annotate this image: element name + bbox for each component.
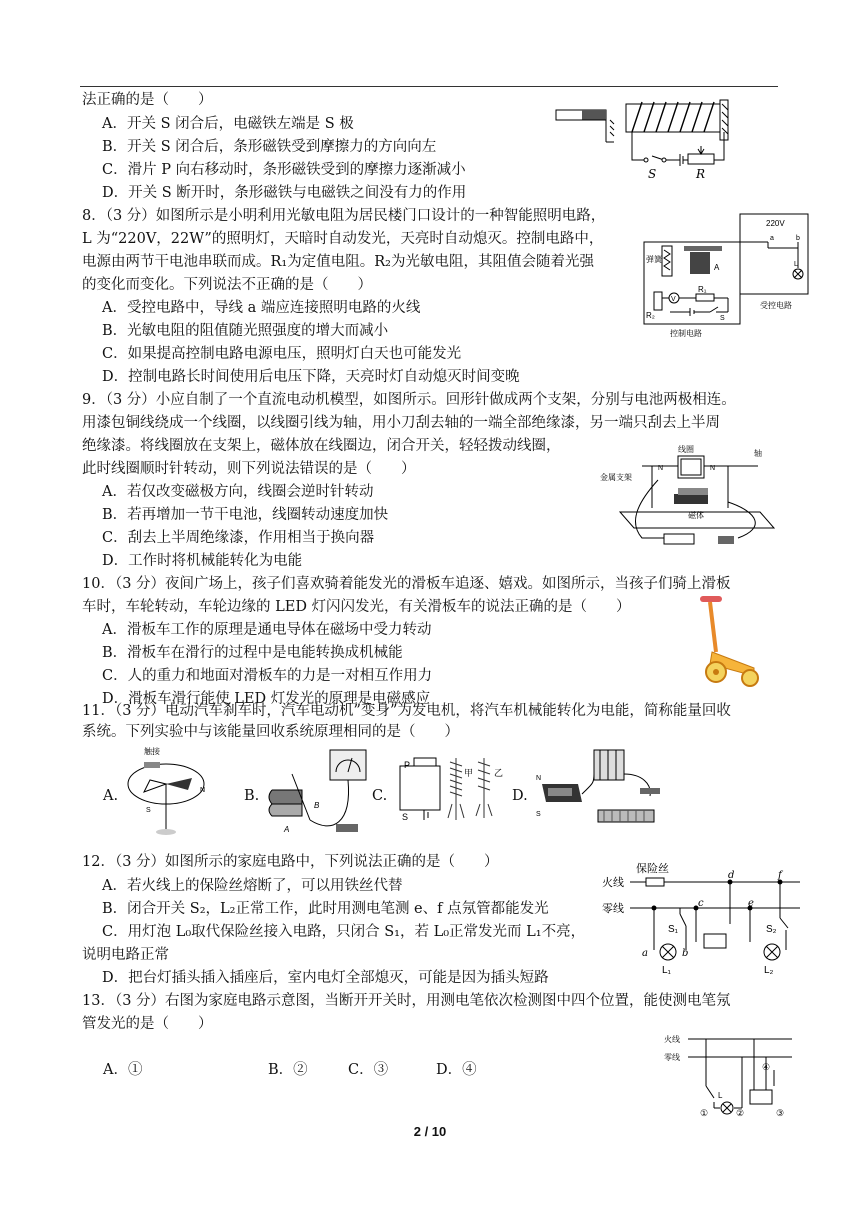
q9-fig-axis: 轴 [754,449,762,458]
q9-fig-magnet: 磁体 [688,511,704,520]
q12-fig-e: e [748,898,754,909]
q8-stem-1: 8．（3 分）如图所示是小明利用光敏电阻为居民楼门口设计的一种智能照明电路， [82,208,606,224]
q8-fig-a: a [770,235,774,242]
q12-option-b[interactable]: B．闭合开关 S₂，L₂正常工作，此时用测电笔测 e、f 点氖管都能发光 [102,901,549,917]
q10-stem-1: 10．（3 分）夜间广场上，孩子们喜欢骑着能发光的滑板车追逐、嬉戏。如图所示，当孩子们骑上滑板 [82,576,731,592]
q9-stem-2: 用漆包铜线绕成一个线圈，以线圈引线为轴，用小刀刮去轴的一端全部绝缘漆，另一端只刮去上半周 [82,415,720,431]
q12-option-c[interactable]: C．用灯泡 L₀取代保险丝接入电路，只闭合 S₁，若 L₀正常发光而 L₁不亮， [102,924,586,940]
q13-fig-3: ③ [776,1109,785,1118]
q8-stem-2: L 为“220V，22W”的照明灯，天暗时自动发光，天亮时自动熄灭。控制电路中， [82,231,604,247]
q11-d-s: S [536,811,541,818]
q12-fig-s2: S₂ [766,924,777,935]
q11-c-p: P [404,760,411,770]
q8-option-d[interactable]: D．控制电路长时间使用后电压下降，天亮时灯自动熄灭时间变晚 [102,369,520,385]
q11-a-n: N [200,787,206,794]
q10-scooter-image [694,592,770,692]
q11-figure-a [122,744,218,840]
q7-fig-s: S [648,167,657,181]
q8-fig-A: A [714,263,720,272]
q10-option-c[interactable]: C．人的重力和地面对滑板车的力是一对相互作用力 [102,668,433,684]
q11-choice-b[interactable]: B. [244,788,260,804]
q8-fig-r1: R₁ [698,285,707,294]
q13-fig-l: L [718,1091,723,1100]
q12-fig-live: 火线 [602,877,624,889]
q11-choice-a[interactable]: A. [103,788,119,804]
svg-text:N: N [710,465,716,472]
q7-stem-tail: 法正确的是（ ） [82,92,213,108]
q12-fig-neutral: 零线 [602,903,624,915]
q9-option-b[interactable]: B．若再增加一节干电池，线圈转动速度加快 [102,507,389,523]
q7-option-a[interactable]: A．开关 S 闭合后，电磁铁左端是 S 极 [102,116,354,132]
q7-fig-r: R [696,167,706,181]
q12-fig-l2: L₂ [764,965,774,976]
q13-stem-1: 13．（3 分）右图为家庭电路示意图，当断开开关时，用测电笔依次检测图中四个位置，能使测电笔氖 [82,993,731,1009]
q11-stem-2: 系统。下列实验中与该能量回收系统原理相同的是（ ） [82,724,459,740]
q10-option-b[interactable]: B．滑板车在滑行的过程中是电能转换成机械能 [102,645,403,661]
q11-figure-c [394,748,506,832]
q13-fig-4: ④ [762,1063,771,1073]
q12-fig-c: c [698,898,704,909]
q12-stem-1: 12．（3 分）如图所示的家庭电路中，下列说法正确的是（ ） [82,854,499,870]
q13-choice-d[interactable]: D．④ [436,1062,477,1078]
q11-choice-d[interactable]: D. [512,788,528,804]
q8-fig-r2: R₂ [646,311,655,320]
q7-option-c[interactable]: C．滑片 P 向右移动时，条形磁铁受到的摩擦力逐渐减小 [102,162,466,178]
q7-option-d[interactable]: D．开关 S 断开时，条形磁铁与电磁铁之间没有力的作用 [102,185,467,201]
q13-choice-a[interactable]: A．① [103,1062,143,1078]
q12-option-d[interactable]: D．把台灯插头插入插座后，室内电灯全部熄灭，可能是因为插头短路 [102,970,549,986]
q9-stem-3: 绝缘漆。将线圈放在支架上，磁体放在线圈边，闭合开关，轻轻拨动线圈， [82,438,561,454]
q11-a-touch: 触接 [144,747,160,756]
q13-stem-2: 管发光的是（ ） [82,1016,213,1032]
q13-choice-b[interactable]: B．② [268,1062,308,1078]
q12-figure [600,858,806,978]
q12-option-a[interactable]: A．若火线上的保险丝熔断了，可以用铁丝代替 [102,878,403,894]
svg-text:S: S [402,812,409,822]
q8-stem-4: 的变化而变化。下列说法不正确的是（ ） [82,277,372,293]
q8-stem-3: 电源由两节干电池串联而成。R₁为定值电阻。R₂为光敏电阻，其阻值会随着光强 [82,254,594,270]
q10-option-a[interactable]: A．滑板车工作的原理是通电导体在磁场中受力转动 [102,622,432,638]
q9-stem-1: 9．（3 分）小应自制了一个直流电动机模型，如图所示。回形针做成两个支架，分别与电池两极相连。 [82,392,736,408]
q11-figure-b [262,744,372,840]
q9-stem-4: 此时线圈顺时针转动，则下列说法错误的是（ ） [82,461,416,477]
q13-fig-1: ① [700,1109,709,1118]
q12-fig-a: a [642,948,648,959]
q9-option-c[interactable]: C．刮去上半周绝缘漆，作用相当于换向器 [102,530,375,546]
q9-option-d[interactable]: D．工作时将机械能转化为电能 [102,553,303,569]
q11-b-b: B [314,801,320,810]
q8-figure [640,212,812,340]
q8-option-a[interactable]: A．受控电路中，导线 a 端应连接照明电路的火线 [102,300,421,316]
q8-fig-ctrl: 控制电路 [670,329,702,338]
q13-figure [662,1030,796,1118]
q8-fig-spring: 弹簧 [646,255,662,264]
q8-option-c[interactable]: C．如果提高控制电路电源电压，照明灯白天也可能发光 [102,346,462,362]
svg-text:N: N [658,465,664,472]
q12-fig-l1: L₁ [662,965,671,976]
q8-option-b[interactable]: B．光敏电阻的阻值随光照强度的增大而减小 [102,323,389,339]
q11-d-n: N [536,775,542,782]
q12-option-c-cont: 说明电路正常 [82,947,169,963]
q12-fig-d: d [728,870,735,881]
q13-fig-live: 火线 [664,1035,680,1044]
q8-fig-controlled: 受控电路 [760,301,792,310]
q12-fig-f: f [778,870,782,881]
q7-option-b[interactable]: B．开关 S 闭合后，条形磁铁受到摩擦力的方向向左 [102,139,437,155]
q11-choice-c[interactable]: C. [372,788,388,804]
q11-a-s: S [146,807,151,814]
q12-fig-fuse: 保险丝 [636,863,669,875]
q13-fig-neutral: 零线 [664,1053,680,1062]
q10-stem-2: 车时，车轮转动，车轮边缘的 LED 灯闪闪发光，有关滑板车的说法正确的是（ ） [82,599,631,615]
q8-fig-s: S [720,315,725,322]
q8-fig-b: b [796,235,800,242]
q12-fig-b: b [682,948,689,959]
q11-stem-1: 11．（3 分）电动汽车刹车时，汽车电动机”变身”为发电机，将汽车机械能转化为电能，简称能量回收 [82,703,731,719]
q13-fig-2: ② [736,1109,745,1118]
q8-fig-v: V [671,296,676,303]
q9-figure [598,442,780,554]
q7-figure [552,96,752,182]
q12-fig-s1: S₁ [668,924,679,935]
q10-option-d[interactable]: D．滑板车滑行能使 LED 灯发光的原理是电磁感应 [102,691,431,707]
q9-fig-bracket: 金属支架 [600,473,632,482]
header-rule [80,86,778,87]
q9-fig-coil: 线圈 [678,445,694,454]
q9-option-a[interactable]: A．若仅改变磁极方向，线圈会逆时针转动 [102,484,374,500]
q8-fig-220v: 220V [766,219,785,228]
q11-figure-d [532,744,672,840]
q13-choice-c[interactable]: C．③ [348,1062,389,1078]
q11-b-a: A [284,825,290,834]
q8-fig-l: L [794,261,798,268]
page-number: 2 / 10 [413,1124,447,1139]
q11-c-yi: 乙 [494,768,504,778]
q11-c-jia: 甲 [464,768,474,778]
